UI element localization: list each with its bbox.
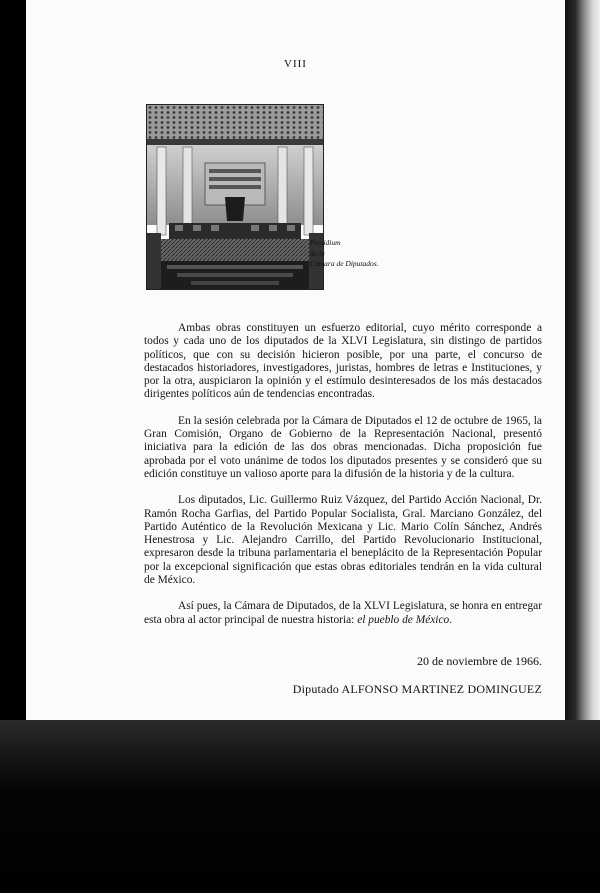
scan-dark-margin xyxy=(0,720,600,893)
chamber-photo xyxy=(146,104,324,290)
paragraph: Ambas obras constituyen un esfuerzo editorial, cuyo mérito corresponde a todos y cada uno de los diputados de la XLVI Legislatura, sin distingo de partidos políticos, que con su decisión hicieron posible, por una parte, el concurso de destacados historiadores, investigadores, juristas, hombres de letras e Instituciones, y por la otra, auspiciaron la opinión y el estímulo desinteresados de los más destacados dirigentes políticos aún de tendencias encontradas. xyxy=(144,322,542,401)
chamber-photo-image xyxy=(147,105,323,289)
page-number: VIII xyxy=(284,58,307,70)
body-text xyxy=(144,322,542,640)
caption-line: Cámara de Diputados. xyxy=(310,259,379,268)
scan-edge-shadow xyxy=(565,0,600,820)
closing-paragraph xyxy=(144,600,542,627)
photo-caption xyxy=(310,238,379,270)
signature: Diputado ALFONSO MARTINEZ DOMINGUEZ xyxy=(292,682,542,696)
caption-line: Presidium xyxy=(310,238,341,247)
scanned-page xyxy=(26,0,565,720)
date-line: 20 de noviembre de 1966. xyxy=(417,654,542,668)
paragraph: Los diputados, Lic. Guillermo Ruiz Vázquez, del Partido Acción Nacional, Dr. Ramón Rocha Garfias, del Partido Popular Socialista, Gral. Marciano González, del Partido Auténtico de la Revolución Mexicana y Lic. Mario Colín Sánchez, Andrés Henestrosa y Lic. Alejandro Carrillo, del Partido Revolucionario Institucional, expresaron desde la tribuna parlamentaria el beneplácito de la Representación Popular por la excepcional significación que estas obras editoriales tendrán en la vida cultural de México. xyxy=(144,494,542,587)
caption-line: de la xyxy=(310,248,325,258)
closing-paragraph-text: Así pues, la Cámara de Diputados, de la XLVI Legislatura, se honra en entregar esta obra al actor principal de nuestra historia: xyxy=(144,600,542,626)
closing-period: . xyxy=(449,613,453,626)
emphasis-text: el pueblo de México xyxy=(357,613,450,626)
paragraph: En la sesión celebrada por la Cámara de Diputados el 12 de octubre de 1965, la Gran Comisión, Organo de Gobierno de la Representación Nacional, presentó iniciativa para la edición de las dos obras mencionadas. Dicha proposición fue aprobada por el voto unánime de todos los diputados presentes y se consideró que su edición constituye un valioso aporte para la difusión de la historia y de la cultura. xyxy=(144,414,542,480)
